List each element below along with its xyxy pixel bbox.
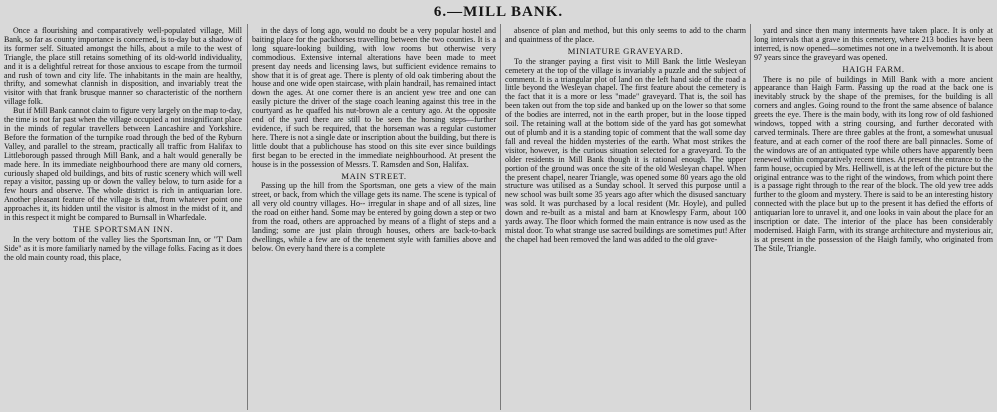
column-3 <box>505 27 746 411</box>
paragraph: yard and since then many interments have taken place. It is only at long intervals that a grave in this cemetery, where 213 bodies have been interred, is now opened—sometimes not one in a twelvemonth. It is about 97 years since the graveyard was opened. <box>754 27 993 62</box>
section-heading: HAIGH FARM. <box>842 63 905 74</box>
article-title: 6.—MILL BANK. <box>433 4 564 20</box>
paragraph: Passing up the hill from the Sportsman, one gets a view of the main street, or back, from which the village gets its name. The scene is typical of all very old country villages. Ho-- irregular in shape and of all sizes, line the road on either hand. Some may be entered by going down a step or two from the road, others are approached by means of a flight of steps and a landing; some are just plain through houses, others are back-to-back dwellings, while a few are of the tenement style with families above and below. On every hand there is a complete <box>252 181 496 253</box>
paragraph: absence of plan and method, but this only seems to add to the charm and quaintness of the place. <box>505 27 746 44</box>
paragraph: Once a flourishing and comparatively well-populated village, Mill Bank, so far as county importance is concerned, is to-day but a shadow of its former self. Situated amongst the hills, about a mile to the west of Triangle, the place still retains something of its old-world individuality, and it is a delightful retreat for those anxious to escape from the turmoil and rush of town and city life. The inhabitants in the main are healthy, thrifty, and somewhat clannish in disposition, and invariably treat the visitor with that frank brusque manner so characteristic of the northern village folk. <box>4 27 242 107</box>
column-divider <box>500 24 501 410</box>
paragraph: But if Mill Bank cannot claim to figure very largely on the map to-day, the time is not far past when the village occupied a not insignificant place in the minds of regular travellers between Lancashire and Yorkshire. Before the formation of the turnpike road through the bed of the Ryburn Valley, and parallel to the stream, practically all traffic from Halifax to Littleborough passed through Mill Bank, and a halt would generally be made here. In its immediate neighbourhood there are many old corners, curiously shaped old buildings, and bits of rustic scenery which will well repay a visitor, passing up or down the valley below, to turn aside for a few hours and observe. The whole district is rich in antiquarian lore. Another pleasant feature of the village is that, from whatever point one approaches it, its hidden until the visitor is almost in the midst of it, and in this respect it might be compared to Burnsall in Wharfedale. <box>4 106 242 223</box>
column-2 <box>252 27 496 411</box>
column-4 <box>754 27 993 411</box>
column-divider <box>750 24 751 410</box>
section-heading: MAIN STREET. <box>341 170 407 181</box>
paragraph: In the very bottom of the valley lies the Sportsman Inn, or "T' Dam Side" as it is more familiarly named by the village folks. Facing as it does the old main county road, this place, <box>4 234 242 262</box>
column-1 <box>4 27 242 411</box>
column-divider <box>247 24 248 410</box>
section-heading: THE SPORTSMAN INN. <box>72 223 174 234</box>
paragraph: in the days of long ago, would no doubt be a very popular hostel and baiting place for the packhorses travelling between the two counties. It is a long square-looking building, with low rooms but otherwise very commodious. Extensive internal alterations have been made to meet present day needs and licensing laws, but sufficient evidence remains to show that it is of great age. There is plenty of old oak timbering about the house and one wide open staircase, with plain handrail, has remained intact down the ages. At one corner there is an ancient yew tree and one can easily picture the driver of the stage coach leaning against this tree in the courtyard as he quaffed his nut-brown ale a century ago. At the opposite end of the yard there are still to be seen the horsing steps—further evidence, if such be required, that the horseman was a regular customer here. There is not a single date or inscription about the building, but there is little doubt that a publichouse has stood on this site ever since buildings first began to be erected in the immediate neighbourhood. At present the house is in the possession of Messrs. T. Ramsden and Son, Halifax. <box>252 27 496 169</box>
section-heading: MINIATURE GRAVEYARD. <box>567 45 684 56</box>
paragraph: There is no pile of buildings in Mill Bank with a more ancient appearance than Haigh Farm. Passing up the road at the back one is inevitably struck by the shape of the premises, for the building is all corners and angles. Going round to the front the same absence of balance greets the eye. There is the main body, with its long row of old fashioned windows, topped with a string coursing, and further decorated with carved terminals. There are three gables at the front, a somewhat unusual feature, and at each corner of the roof there are ball pinnacles. Some of the windows are of an antiquated type while others have apparently been renewed within comparatively recent times. At present the entrance to the farm house, occupied by Mrs. Helliwell, is at the left of the picture but the original entrance was to the right of the windows, from which point there is a passage right through to the rear of the block. The old yew tree adds further to the gloom and mystery. There is said to be an interesting history connected with the place but up to the present it has defied the efforts of antiquarian lore to unravel it, and one looks in vain about the place for an inscription or date. The interior of the place has been considerably modernised. Haigh Farm, with its strange architecture and mysterious air, is at present in the possession of the Haigh family, who originated from The Stile, Triangle. <box>754 74 993 253</box>
paragraph: To the stranger paying a first visit to Mill Bank the little Wesleyan cemetery at the top of the village is invariably a puzzle and the subject of comment. It is a triangular plot of land on the left hand side of the road a little beyond the Wesleyan chapel. The first feature about the cemetery is the fact that it is a more or less "made" graveyard. That is, the soil has been taken out from the top side and banked up on the lower so that some of the bodies are interred, not in the earth proper, but in the loose tipped soil. The retaining wall at the bottom side of the yard has got somewhat out of plumb and it is a standing topic of comment that the wall some day fall and reveal the hidden mysteries of the earth. What most strikes the visitor, however, is the curious situation selected for a graveyard. To the older residents in Mill Bank though it is rational enough. The upper portion of the ground was once the site of the old Wesleyan chapel. When the present chapel, nearer Triangle, was opened some 80 years ago the old structure was utilised as a Sunday school. It served this purpose until a new school was built some 35 years ago after which the disused sanctuary was sold. It was purchased by a local resident (Mr. Hoyle), and pulled down and re-built as a mistal and barn at Knowlespy Farm, about 100 yards away. The floor which formed the main entrance is now used as the mistal door. To what strange use sacred buildings are sometimes put! After the chapel had been removed the land was added to the old grave- <box>505 56 746 244</box>
